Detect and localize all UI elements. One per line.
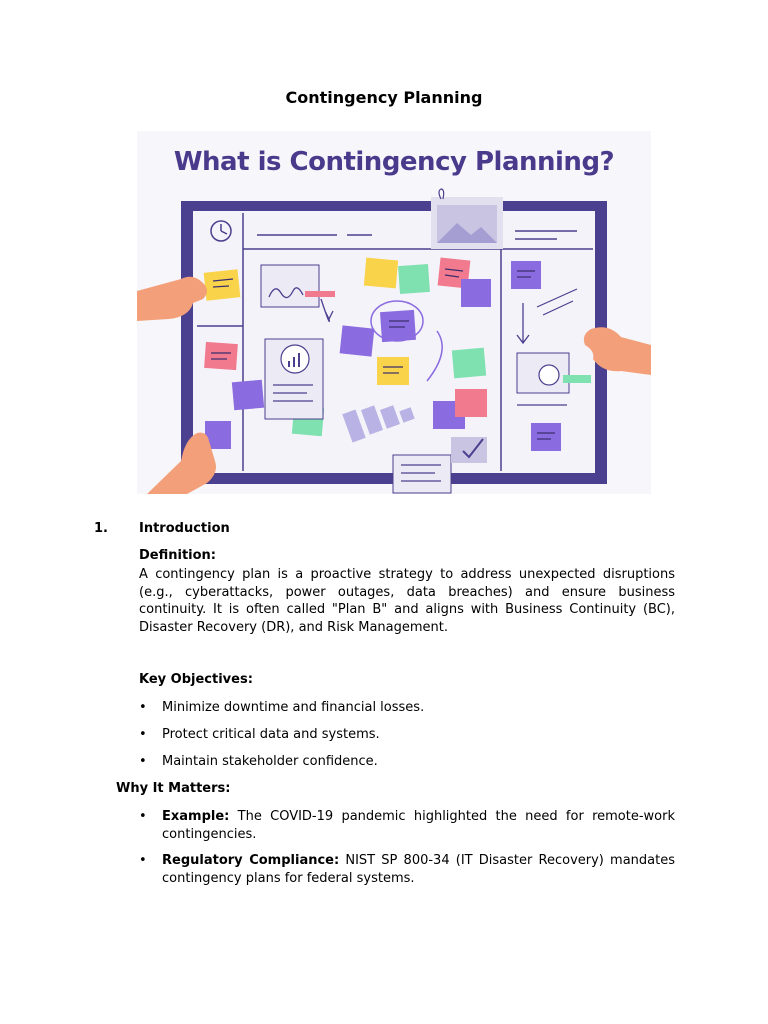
bullet-icon: • [139,853,147,868]
bullet-icon: • [139,700,147,715]
definition-label: Definition: [139,548,217,563]
illustration-heading: What is Contingency Planning? [173,147,615,177]
bullet-icon: • [139,754,147,769]
bullet-icon: • [139,809,147,824]
why-item-label: Example: [162,809,230,824]
why-item-label: Regulatory Compliance: [162,853,340,868]
why-item-text: NIST SP 800-34 (IT Disaster Recovery) mandates contingency plans for federal systems. [162,853,675,886]
section-title: Introduction [139,521,230,536]
definition-text: A contingency plan is a proactive strategy to address unexpected disruptions (e.g., cyberattacks, power outages, data breaches) and ensure business continuity. It is often called "Plan B" and aligns with Business Continuity (BC), Disaster Recovery (DR), and Risk Management. [139,567,675,635]
bullet-icon: • [139,727,147,742]
illustration [137,131,651,494]
why-item-text: The COVID-19 pandemic highlighted the need for remote-work contingencies. [162,809,675,842]
page-title: Contingency Planning [285,88,483,107]
planning-board-illustration [137,131,651,494]
key-objectives-label: Key Objectives: [139,672,253,687]
why-it-matters-label: Why It Matters: [116,781,231,796]
section-number: 1. [94,521,108,536]
